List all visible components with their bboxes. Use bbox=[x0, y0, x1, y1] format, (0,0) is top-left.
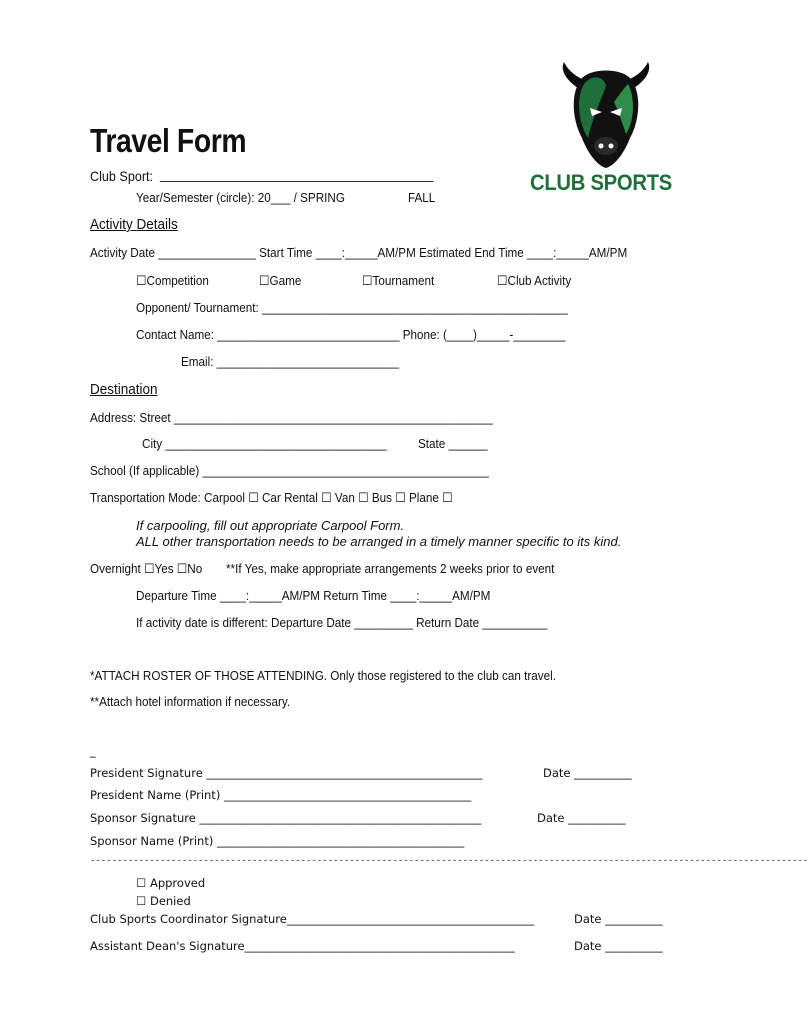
president-name-field[interactable]: President Name (Print) ___________________________________________ bbox=[90, 788, 472, 802]
bison-head-logo-icon bbox=[526, 62, 686, 170]
dean-date-field[interactable]: Date __________ bbox=[574, 939, 663, 953]
page-title: Travel Form bbox=[90, 122, 247, 159]
state-field[interactable]: State ______ bbox=[418, 436, 488, 451]
sponsor-signature-field[interactable]: Sponsor Signature _________________________________________________ bbox=[90, 811, 482, 825]
club-sport-label: Club Sport: bbox=[90, 168, 154, 184]
contact-field[interactable]: Contact Name: ____________________________ Phone: (____)_____-________ bbox=[136, 327, 566, 342]
destination-heading: Destination bbox=[90, 381, 158, 398]
transport-arrangement-note: ALL other transportation needs to be arranged in a timely manner specific to its kind. bbox=[136, 534, 622, 549]
street-field[interactable]: Address: Street _________________________________________________ bbox=[90, 410, 493, 425]
club-sports-logo bbox=[526, 62, 686, 197]
sponsor-name-field[interactable]: Sponsor Name (Print) ___________________________________________ bbox=[90, 834, 465, 848]
president-date-field[interactable]: Date __________ bbox=[543, 766, 632, 780]
coordinator-date-field[interactable]: Date __________ bbox=[574, 912, 663, 926]
hotel-note: **Attach hotel information if necessary. bbox=[90, 694, 291, 709]
type-game[interactable]: ☐Game bbox=[259, 273, 302, 288]
dean-signature-field[interactable]: Assistant Dean's Signature_______________________________________________ bbox=[90, 939, 515, 953]
email-field[interactable]: Email: ____________________________ bbox=[181, 354, 399, 369]
president-signature-field[interactable]: President Signature ________________________________________________ bbox=[90, 766, 483, 780]
fall-option[interactable]: FALL bbox=[408, 190, 436, 205]
logo-text: CLUB SPORTS bbox=[530, 170, 673, 195]
club-sport-field[interactable]: _______________________________________ bbox=[160, 166, 434, 182]
overnight-note: **If Yes, make appropriate arrangements 2 weeks prior to event bbox=[226, 561, 555, 576]
transportation-mode[interactable]: Transportation Mode: Carpool ☐ Car Rental ☐ Van ☐ Bus ☐ Plane ☐ bbox=[90, 490, 453, 505]
type-club-activity[interactable]: ☐Club Activity bbox=[497, 273, 572, 288]
activity-details-heading: Activity Details bbox=[90, 216, 178, 233]
carpool-note: If carpooling, fill out appropriate Carpool Form. bbox=[136, 518, 405, 533]
school-field[interactable]: School (If applicable) ____________________________________________ bbox=[90, 463, 489, 478]
alternate-dates[interactable]: If activity date is different: Departure Date _________ Return Date __________ bbox=[136, 615, 548, 630]
year-semester-label: Year/Semester (circle): 20___ / SPRING bbox=[136, 190, 345, 205]
coordinator-signature-field[interactable]: Club Sports Coordinator Signature___________________________________________ bbox=[90, 912, 535, 926]
opponent-field[interactable]: Opponent/ Tournament: _______________________________________________ bbox=[136, 300, 568, 315]
approved-checkbox[interactable]: ☐ Approved bbox=[136, 876, 206, 890]
type-competition[interactable]: ☐Competition bbox=[136, 273, 209, 288]
activity-date-line[interactable]: Activity Date _______________ Start Time ____:_____AM/PM Estimated End Time ____:_____AM/PM bbox=[90, 245, 628, 260]
sponsor-date-field[interactable]: Date __________ bbox=[537, 811, 626, 825]
type-tournament[interactable]: ☐Tournament bbox=[362, 273, 435, 288]
dash-mark: _ bbox=[90, 744, 96, 758]
section-separator: ------------------------------------------------------------------------------------------------------------------------------------- bbox=[90, 856, 808, 866]
departure-return-times[interactable]: Departure Time ____:_____AM/PM Return Time ____:_____AM/PM bbox=[136, 588, 491, 603]
roster-note: *ATTACH ROSTER OF THOSE ATTENDING. Only those registered to the club can travel. bbox=[90, 668, 556, 683]
denied-checkbox[interactable]: ☐ Denied bbox=[136, 894, 191, 908]
city-field[interactable]: City __________________________________ bbox=[142, 436, 387, 451]
overnight-options[interactable]: Overnight ☐Yes ☐No bbox=[90, 561, 203, 576]
